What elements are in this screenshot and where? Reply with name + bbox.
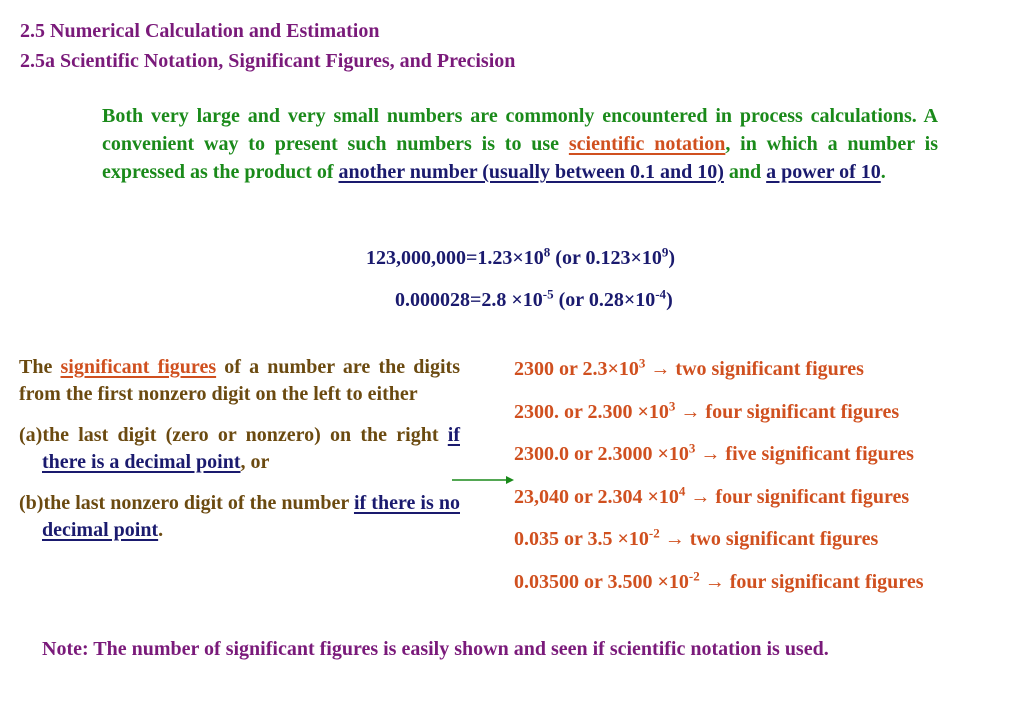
- example-exponent: 3: [638, 355, 646, 371]
- example-value: 0.035 or 3.5 ×10: [514, 528, 649, 550]
- eq1-alt-exponent: 9: [661, 244, 669, 260]
- term-another-number: another number (usually between 0.1 and 10): [338, 161, 724, 183]
- intro-text-1: Both very large and very small numbers are commonly encountered in process calculations. A convenient way to present such numbers is to use: [102, 105, 938, 155]
- eq2-close: ): [666, 289, 673, 311]
- eq1-exponent: 8: [543, 244, 551, 260]
- example-value: 23,040 or 2.304 ×10: [514, 485, 679, 508]
- example-exponent: 3: [688, 440, 696, 456]
- case-b-text: the last nonzero digit of the number: [43, 492, 354, 514]
- definition-intro: [19, 354, 460, 408]
- intro-text-3: and: [723, 161, 767, 183]
- example-result: → two significant figures: [659, 528, 879, 550]
- examples-list: [514, 356, 923, 611]
- term-power-of-ten: a power of 10: [766, 161, 881, 183]
- term-scientific-notation: scientific notation: [568, 133, 726, 155]
- case-a-end: , or: [240, 451, 270, 473]
- eq1-alt: (or 0.123×10: [550, 247, 662, 269]
- definition-case-a: [19, 422, 460, 476]
- eq2-alt: (or 0.28×10: [553, 289, 656, 311]
- example-exponent: 4: [678, 482, 686, 498]
- subsection-title: 2.5a Scientific Notation, Significant Figures, and Precision: [20, 50, 516, 72]
- example-exponent: -2: [648, 525, 660, 541]
- example-row: [514, 526, 923, 569]
- example-exponent: 3: [668, 397, 676, 413]
- intro-text-4: .: [880, 161, 886, 183]
- eq1-close: ): [668, 247, 676, 269]
- example-row: [514, 569, 923, 612]
- term-no-decimal-point: if there is no decimal point: [42, 492, 460, 541]
- eq1-base: 123,000,000=1.23×10: [366, 247, 544, 269]
- term-significant-figures: significant figures: [60, 356, 217, 378]
- example-value: 0.03500 or 3.500 ×10: [514, 570, 689, 593]
- example-value: 2300.0 or 2.3000 ×10: [514, 443, 689, 465]
- example-row: [514, 356, 923, 399]
- section-title: 2.5 Numerical Calculation and Estimation: [20, 20, 380, 42]
- eq2-base: 0.000028=2.8 ×10: [395, 289, 543, 311]
- equation-large-number: [366, 245, 675, 271]
- definition-text-2: of a number are the digits from the first nonzero digit on the left to either: [19, 356, 460, 405]
- example-result: → four significant figures: [675, 400, 900, 423]
- example-value: 2300 or 2.3×10: [514, 358, 639, 380]
- intro-paragraph: [102, 102, 938, 186]
- note-text: Note: The number of significant figures is easily shown and seen if scientific notation is used.: [42, 638, 829, 660]
- example-result: → four significant figures: [699, 570, 924, 593]
- eq2-exponent: -5: [542, 286, 554, 302]
- example-value: 2300. or 2.300 ×10: [514, 400, 669, 423]
- example-row: [514, 484, 923, 527]
- eq2-alt-exponent: -4: [655, 286, 667, 302]
- significant-figures-definition: [19, 354, 460, 544]
- example-result: → four significant figures: [685, 485, 910, 508]
- definition-text-1: The: [19, 356, 61, 378]
- right-arrow-icon: [452, 474, 514, 486]
- case-b-label: (b): [19, 492, 44, 514]
- intro-text-2: , in which a number is expressed as the product of: [102, 133, 938, 183]
- example-row: [514, 399, 923, 442]
- example-result: → two significant figures: [645, 358, 864, 380]
- case-a-label: (a): [19, 424, 43, 446]
- case-b-end: .: [158, 519, 164, 541]
- case-a-text: the last digit (zero or nonzero) on the right: [42, 424, 448, 446]
- example-row: [514, 441, 923, 484]
- definition-case-b: [19, 490, 460, 544]
- term-decimal-point: if there is a decimal point: [42, 424, 460, 473]
- example-result: → five significant figures: [695, 443, 914, 465]
- equation-small-number: [395, 287, 673, 313]
- example-exponent: -2: [688, 567, 700, 583]
